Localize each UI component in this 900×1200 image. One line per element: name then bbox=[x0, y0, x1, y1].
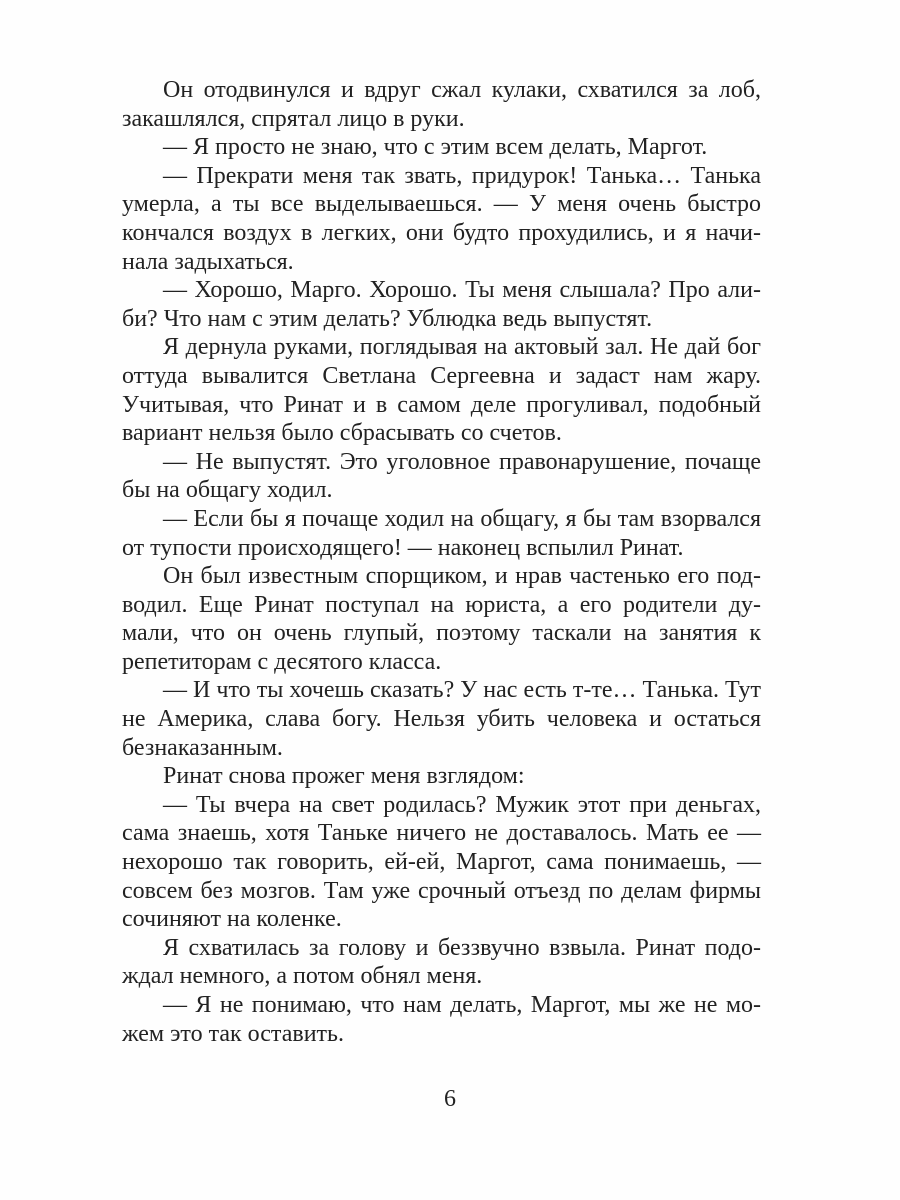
text-line: — Если бы я почаще ходил на общагу, я бы там взорвался bbox=[163, 505, 761, 532]
text-line: жем это так оставить. bbox=[122, 1020, 344, 1047]
text-line: репетиторам с десятого класса. bbox=[122, 648, 442, 675]
text-line: ждал немного, а потом обнял меня. bbox=[122, 963, 483, 990]
text-line: сама знаешь, хотя Таньке ничего не доставалось. Мать ее — bbox=[122, 820, 761, 847]
page-number: 6 bbox=[444, 1086, 456, 1112]
text-line: не Америка, слава богу. Нельзя убить человека и остаться bbox=[122, 706, 761, 733]
text-line: нехорошо так говорить, ей-ей, Маргот, сама понимаешь, — bbox=[122, 849, 761, 876]
text-line: водил. Еще Ринат поступал на юриста, а его родители ду- bbox=[122, 591, 761, 618]
text-line: кончался воздух в легких, они будто прохудились, и я начи- bbox=[122, 219, 761, 246]
text-line: сочиняют на коленке. bbox=[122, 906, 342, 933]
text-line: умерла, а ты все выделываешься. — У меня очень быстро bbox=[122, 191, 761, 218]
text-line: Я схватилась за голову и беззвучно взвыла. Ринат подо- bbox=[163, 934, 761, 961]
text-line: — Хорошо, Марго. Хорошо. Ты меня слышала? Про али- bbox=[163, 277, 761, 304]
page-text-block bbox=[122, 76, 761, 1048]
text-line: би? Что нам с этим делать? Ублюдка ведь выпустят. bbox=[122, 305, 653, 332]
text-line: закашлялся, спрятал лицо в руки. bbox=[122, 105, 465, 132]
text-line: оттуда вывалится Светлана Сергеевна и задаст нам жару. bbox=[122, 362, 761, 389]
text-line: Я дернула руками, поглядывая на актовый зал. Не дай бог bbox=[163, 334, 761, 361]
text-line: совсем без мозгов. Там уже срочный отъезд по делам фирмы bbox=[122, 877, 761, 904]
text-line: — Я не понимаю, что нам делать, Маргот, мы же не мо- bbox=[163, 992, 761, 1018]
text-line: Он отодвинулся и вдруг сжал кулаки, схватился за лоб, bbox=[163, 77, 761, 103]
text-line: мали, что он очень глупый, поэтому таскали на занятия к bbox=[122, 620, 761, 647]
text-line: — И что ты хочешь сказать? У нас есть т-те… Танька. Тут bbox=[163, 677, 761, 704]
text-line: вариант нельзя было сбрасывать со счетов. bbox=[122, 420, 562, 447]
text-line: безнаказанным. bbox=[122, 734, 283, 761]
text-line: — Я просто не знаю, что с этим всем делать, Маргот. bbox=[163, 134, 708, 161]
text-line: — Не выпустят. Это уголовное правонарушение, почаще bbox=[163, 448, 761, 475]
text-line: Учитывая, что Ринат и в самом деле прогуливал, подобный bbox=[122, 391, 761, 418]
text-line: от тупости происходящего! — наконец вспылил Ринат. bbox=[122, 534, 684, 561]
text-line: бы на общагу ходил. bbox=[122, 477, 333, 504]
text-line: Он был известным спорщиком, и нрав частенько его под- bbox=[163, 563, 761, 590]
text-line: — Прекрати меня так звать, придурок! Танька… Танька bbox=[163, 162, 761, 189]
text-line: нала задыхаться. bbox=[122, 248, 294, 275]
text-line: — Ты вчера на свет родилась? Мужик этот при деньгах, bbox=[163, 791, 761, 818]
text-line: Ринат снова прожег меня взглядом: bbox=[163, 763, 525, 790]
